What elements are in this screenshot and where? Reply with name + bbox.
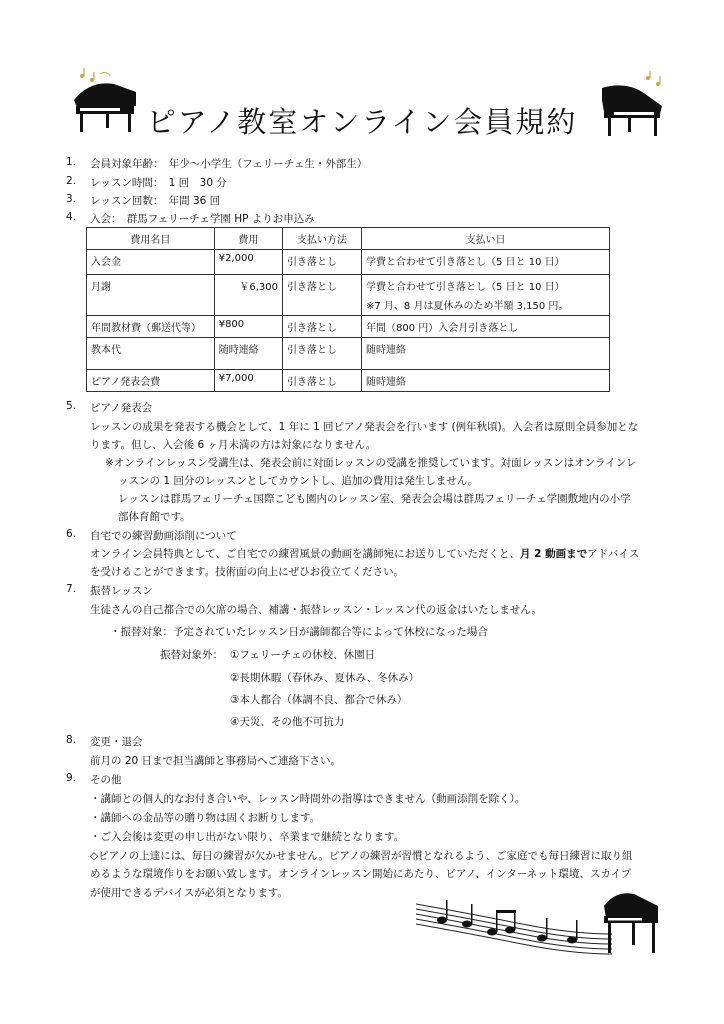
table-cell: 年間（800 円）入会月引き落とし [361,316,609,338]
section-number: 5. [66,400,77,412]
table-cell: 随時連絡 [361,338,609,370]
section-heading: ピアノ発表会 [90,402,153,414]
section-heading: 変更・退会 [90,736,143,748]
exclusion-item: ②長期休暇（春休み、夏休み、冬休み） [230,672,420,684]
section-number: 3. [66,193,77,205]
paragraph-line: が使用できるデバイスが必須となります。 [90,887,288,899]
table-cell: 随時連絡 [361,370,609,392]
section-number: 7. [66,583,77,595]
table-cell: 教本代 [87,338,215,370]
section-number: 6. [66,528,77,540]
paragraph-line [90,546,639,561]
table-cell: 引き落とし [283,370,362,392]
section-number: 4. [66,211,77,223]
table-row [87,275,610,316]
paragraph-line: 前月の 20 日まで担当講師と事務局へご連絡下さい。 [90,755,342,767]
paragraph-line: めるような環境作りをお願い致します。オンラインレッスン開始にあたり、ピアノ、インターネット環境、スカイプ [90,868,632,880]
section-heading: 振替レッスン [90,585,153,597]
exclusion-item: ①フェリーチェの休校、休園日 [230,649,376,661]
table-header-row [87,228,610,250]
table-cell: 引き落とし [283,316,362,338]
table-cell: 引き落とし [283,275,362,316]
paragraph-line: レッスンは群馬フェリーチェ国際こども園内のレッスン室、発表会会場は群馬フェリーチェ学園敷地内の小学 [118,493,631,505]
table-cell: ¥800 [214,316,282,338]
section-heading: 自宅での練習動画添削について [90,530,237,542]
table-cell [361,275,609,316]
paragraph-line: 生徒さんの自己都合での欠席の場合、補講・振替レッスン・レッスン代の返金はいたしません。 [90,604,542,616]
section-number: 8. [66,734,77,746]
table-cell: ￥6,300 [214,275,282,316]
member-age: 会員対象年齢： 年少〜小学生（フェリーチェ生・外部生） [90,158,368,170]
section-number: 1. [66,156,77,168]
music-notes-piano-icon [412,884,662,956]
section-heading: その他 [90,774,122,786]
payment-day: 学費と合わせて引き落とし（5 日と 10 日） [365,282,565,293]
column-header: 費用名目 [87,228,215,250]
table-row [87,250,610,275]
table-cell: 学費と合わせて引き落とし（5 日と 10 日） [361,250,609,275]
lesson-count: レッスン回数： 年間 36 回 [90,195,221,207]
text-span: アドバイス [587,548,640,560]
paragraph-line: 部体育館です。 [118,511,191,523]
lesson-time: レッスン時間： 1 回 30 分 [90,177,227,189]
table-cell: 入会金 [87,250,215,275]
table-cell: ¥2,000 [214,250,282,275]
fee-table [86,227,610,392]
table-cell: ¥7,000 [214,370,282,392]
table-row [87,370,610,392]
paragraph-line: ・振替対象：予定されていたレッスン日が講師都合等によって休校になった場合 [110,626,488,638]
exclusion-item: ③本人都合（体調不良、都合で休み） [230,694,408,706]
paragraph-line: ※オンラインレッスン受講生は、発表会前に対面レッスンの受講を推奨しています。対面レッスンはオンラインレ [105,457,637,469]
table-cell: 随時連絡 [214,338,282,370]
paragraph-line: ・ご入会後は変更の申し出がない限り、卒業まで継続となります。 [90,831,405,843]
column-header: 支払い日 [361,228,609,250]
table-cell: ピアノ発表会費 [87,370,215,392]
table-cell: 月謝 [87,275,215,316]
table-cell: 年間教材費（郵送代等） [87,316,215,338]
table-row [87,316,610,338]
summer-note: ※7 月、8 月は夏休みのため半額 3,150 円。 [365,301,569,312]
paragraph-line: を受けることができます。技術面の向上にぜひお役立てください。 [90,566,405,578]
page-title: ピアノ教室オンライン会員規約 [146,105,578,139]
enrollment: 入会： 群馬フェリーチェ学園 HP よりお申込み [90,213,315,225]
exclusion-label: 振替対象外： [160,649,223,661]
paragraph-line: ・講師との個人的なお付き合いや、レッスン時間外の指導はできません（動画添削を除く）。 [90,793,526,805]
paragraph-line: レッスンの成果を発表する機会として、1 年に 1 回ピアノ発表会を行います (例年秋頃)。入会者は原則全員参加とな [90,421,639,433]
paragraph-line: ・講師への金品等の贈り物は固くお断りします。 [90,812,321,824]
paragraph-line: ◇ピアノの上達には、毎日の練習が欠かせません。ピアノの練習が習慣となれるよう、ご家庭でも毎日練習に取り組 [90,850,633,862]
column-header: 支払い方法 [283,228,362,250]
section-number: 9. [66,772,77,784]
paragraph-line: ッスンの 1 回分のレッスンとしてカウントし、追加の費用は発生しません。 [118,475,479,487]
section-number: 2. [66,175,77,187]
paragraph-line: ります。但し、入会後 6 ヶ月未満の方は対象になりません。 [90,439,377,451]
table-cell: 引き落とし [283,338,362,370]
table-cell: 引き落とし [283,250,362,275]
column-header: 費用 [214,228,282,250]
exclusion-item: ④天災、その他不可抗力 [230,716,345,728]
emphasis-text: 月 2 動画まで [519,548,588,560]
table-row [87,338,610,370]
text-span: オンライン会員特典として、ご自宅での練習風景の動画を講師宛にお送りしていただくと、 [90,548,520,560]
